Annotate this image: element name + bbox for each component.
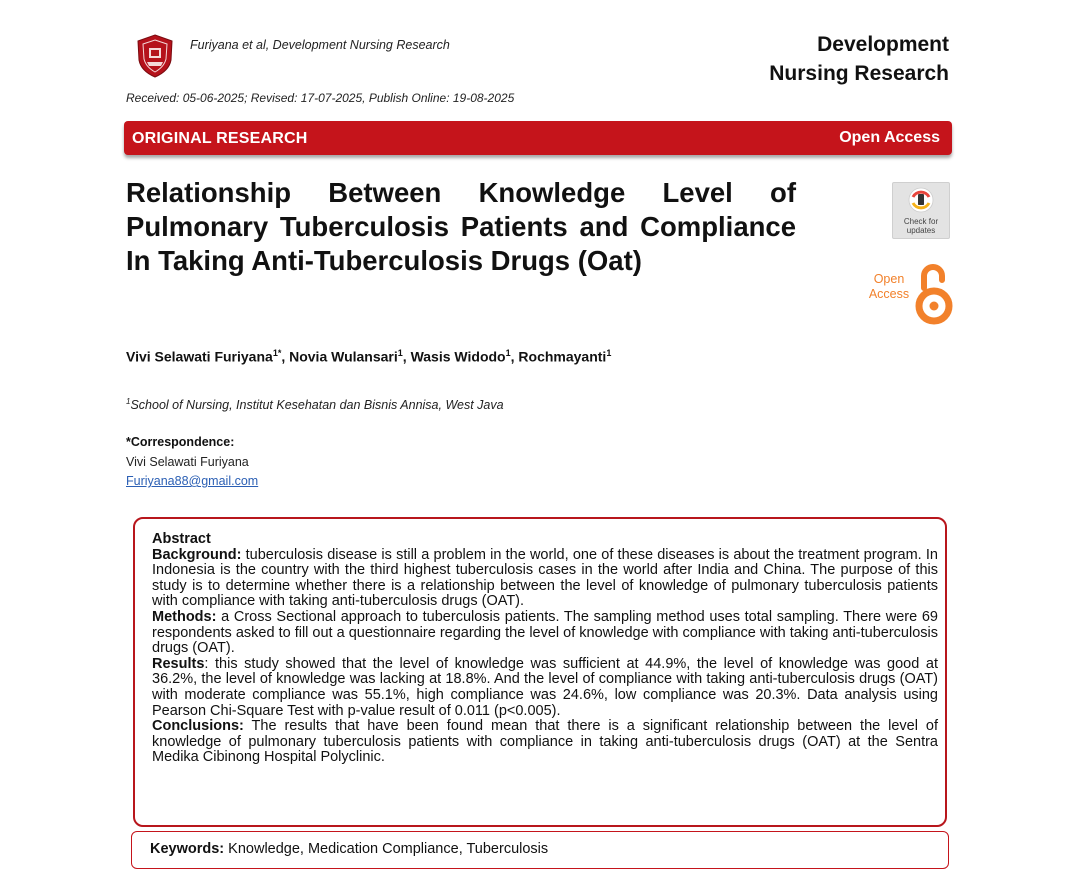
open-access-line1: Open [873, 272, 905, 286]
abstract-conclusions [152, 719, 938, 766]
methods-label: Methods: [152, 608, 217, 625]
keywords-label: Keywords: [150, 841, 225, 857]
article-type-label: ORIGINAL RESEARCH [132, 130, 308, 147]
journal-name-line1: Development [817, 33, 949, 56]
keywords-list: Knowledge, Medication Compliance, Tuberculosis [224, 841, 549, 857]
abstract-methods [152, 610, 938, 657]
conclusions-label: Conclusions: [152, 718, 244, 735]
keywords-text [150, 841, 548, 857]
background-text: tuberculosis disease is still a problem in the world, one of these diseases is about the treatment program. In Indonesia is the country with the third highest tuberculosis cases in the world after India and China. The purpose of this study is to determine whether there is a relationship between the level of knowledge of pulmonary tuberculosis patients with compliance with taking anti-tuberculosis drugs (OAT). [152, 546, 938, 610]
methods-text: a Cross Sectional approach to tuberculosis patients. The sampling method uses total sampling. There were 69 respondents asked to fill out a questionnaire regarding the level of knowledge with compliance with taking anti-tuberculosis drugs (OAT). [152, 608, 938, 657]
open-access-badge-text [866, 272, 912, 302]
abstract-results [152, 657, 938, 719]
correspondence-name: Vivi Selawati Furiyana [126, 455, 249, 469]
abstract-background [152, 548, 938, 610]
affiliation-marker: 1 [126, 397, 131, 406]
header-citation: Furiyana et al, Development Nursing Research [190, 38, 450, 52]
correspondence-label: *Correspondence: [126, 435, 235, 449]
results-label: Results [152, 655, 205, 672]
check-updates-line2: updates [906, 226, 936, 235]
author-name: Vivi Selawati Furiyana [126, 348, 273, 365]
open-access-label: Open Access [839, 129, 940, 146]
conclusions-text: The results that have been found mean that there is a significant relationship between the level of knowledge of pulmonary tuberculosis patients with compliance in taking anti-tuberculosis drugs (OAT) at the Sentra Medika Cibinong Hospital Polyclinic. [152, 718, 938, 766]
article-dates: Received: 05-06-2025; Revised: 17-07-2025, Publish Online: 19-08-2025 [126, 91, 515, 105]
author-name: Novia Wulansari [289, 348, 398, 365]
keywords-box [131, 831, 949, 869]
check-updates-line1: Check for [903, 217, 939, 226]
affiliation-text: School of Nursing, Institut Kesehatan dan Bisnis Annisa, West Java [130, 398, 504, 413]
author-list: Vivi Selawati Furiyana$^{1*}$, Novia Wulansari$^1$, Wasis Widodo$^1$, Rochmayanti$^1$ [126, 348, 612, 365]
abstract-text [152, 532, 938, 766]
open-access-badge [866, 262, 956, 326]
check-for-updates-icon [893, 183, 949, 217]
abstract-heading: Abstract [152, 531, 211, 547]
author-affiliation-marker: 1* [272, 348, 282, 358]
journal-name [769, 30, 949, 88]
university-crest-logo [136, 34, 174, 78]
check-for-updates-button[interactable] [892, 182, 950, 239]
author-affiliation-marker: 1 [606, 348, 612, 358]
correspondence-email-link[interactable]: Furiyana88@gmail.com [126, 474, 259, 488]
check-for-updates-label [893, 217, 949, 235]
author-name: Rochmayanti [518, 348, 607, 365]
results-text: : this study showed that the level of knowledge was sufficient at 44.9%, the level of knowledge was good at 36.2%, the level of knowledge was lacking at 18.8%. And the level of compliance with taking anti-tuberculosis drugs (OAT) with moderate compliance was 55.1%, high compliance was 24.6%, low compliance was 20.3%. Data analysis using Pearson Chi-Square Test with p-value result of 0.011 (p<0.005). [152, 655, 938, 719]
open-access-line2: Access [868, 287, 910, 301]
open-access-lock-icon [914, 262, 954, 326]
author-affiliation-marker: 1 [397, 348, 403, 358]
background-label: Background: [152, 546, 242, 563]
journal-name-line2: Nursing Research [769, 62, 949, 85]
author-name: Wasis Widodo [410, 348, 506, 365]
author-affiliation-marker: 1 [505, 348, 511, 358]
article-type-banner [124, 121, 952, 155]
abstract-box [133, 517, 947, 827]
author-affiliation [126, 397, 504, 412]
article-title: Relationship Between Knowledge Level of Pulmonary Tuberculosis Patients and Compliance In Taking Anti-Tuberculosis Drugs (Oat) [126, 177, 796, 276]
